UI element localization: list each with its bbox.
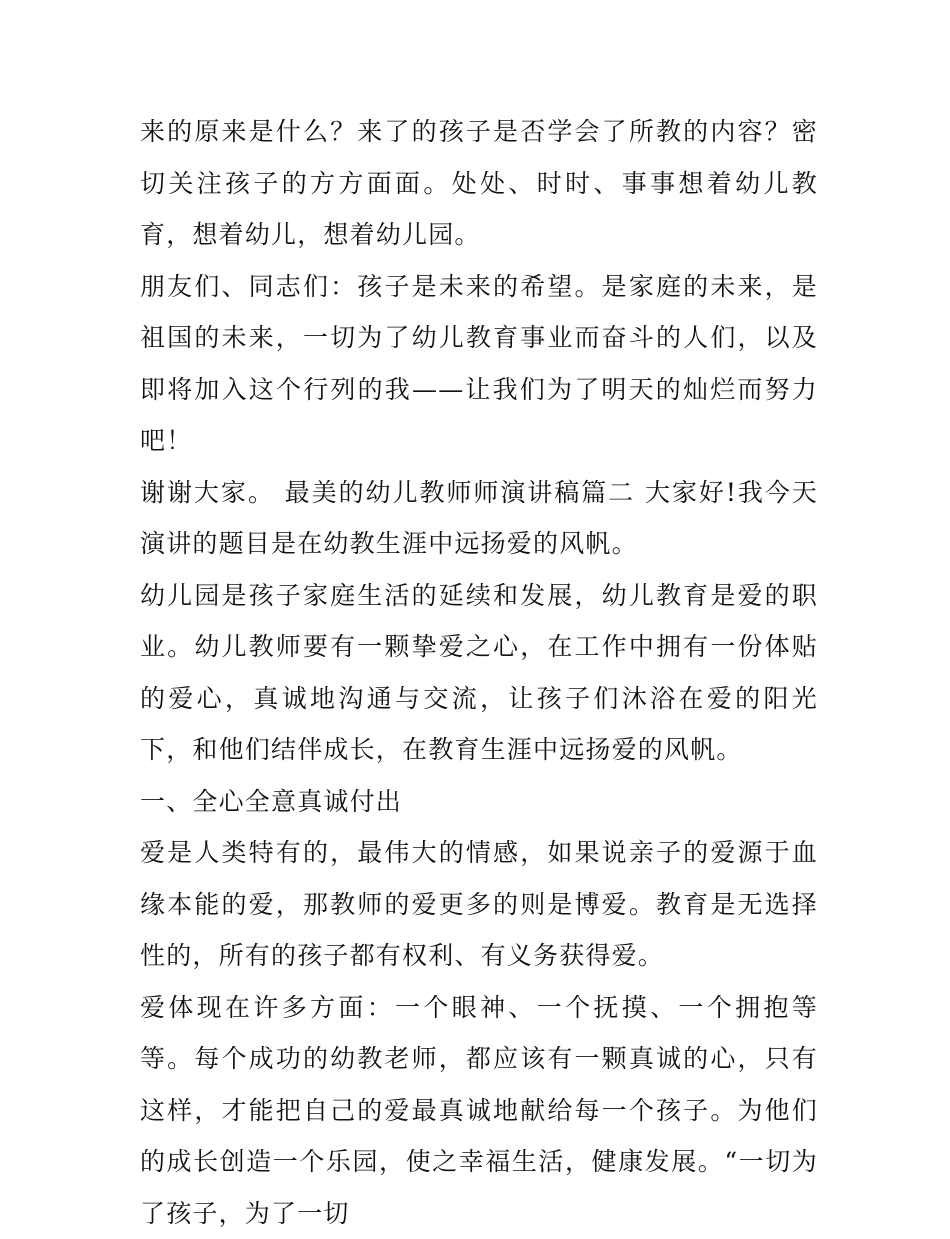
paragraph-2: 朋友们、同志们：孩子是未来的希望。是家庭的未来，是祖国的未来，一切为了幼儿教育事业而奋斗的人们，以及即将加入这个行列的我——让我们为了明天的灿烂而努力吧！ — [140, 261, 818, 467]
section-heading: 一、全心全意真诚付出 — [140, 776, 818, 828]
paragraph-6: 爱体现在许多方面：一个眼神、一个抚摸、一个拥抱等等。每个成功的幼教老师，都应该有一颗真诚的心，只有这样，才能把自己的爱最真诚地献给每一个孩子。为他们的成长创造一个乐园，使之幸福生活，健康发展。“一切为了孩子，为了一切 — [140, 982, 818, 1239]
paragraph-5: 爱是人类特有的，最伟大的情感，如果说亲子的爱源于血缘本能的爱，那教师的爱更多的则是博爱。教育是无选择性的，所有的孩子都有权利、有义务获得爱。 — [140, 827, 818, 982]
paragraph-3: 谢谢大家。 最美的幼儿教师师演讲稿篇二 大家好!我今天演讲的题目是在幼教生涯中远扬爱的风帆。 — [140, 467, 818, 570]
paragraph-4: 幼儿园是孩子家庭生活的延续和发展，幼儿教育是爱的职业。幼儿教师要有一颗挚爱之心，在工作中拥有一份体贴的爱心，真诚地沟通与交流，让孩子们沐浴在爱的阳光下，和他们结伴成长，在教育生涯中远扬爱的风帆。 — [140, 570, 818, 776]
paragraph-1: 来的原来是什么？来了的孩子是否学会了所教的内容？密切关注孩子的方方面面。处处、时时、事事想着幼儿教育，想着幼儿，想着幼儿园。 — [140, 106, 818, 261]
